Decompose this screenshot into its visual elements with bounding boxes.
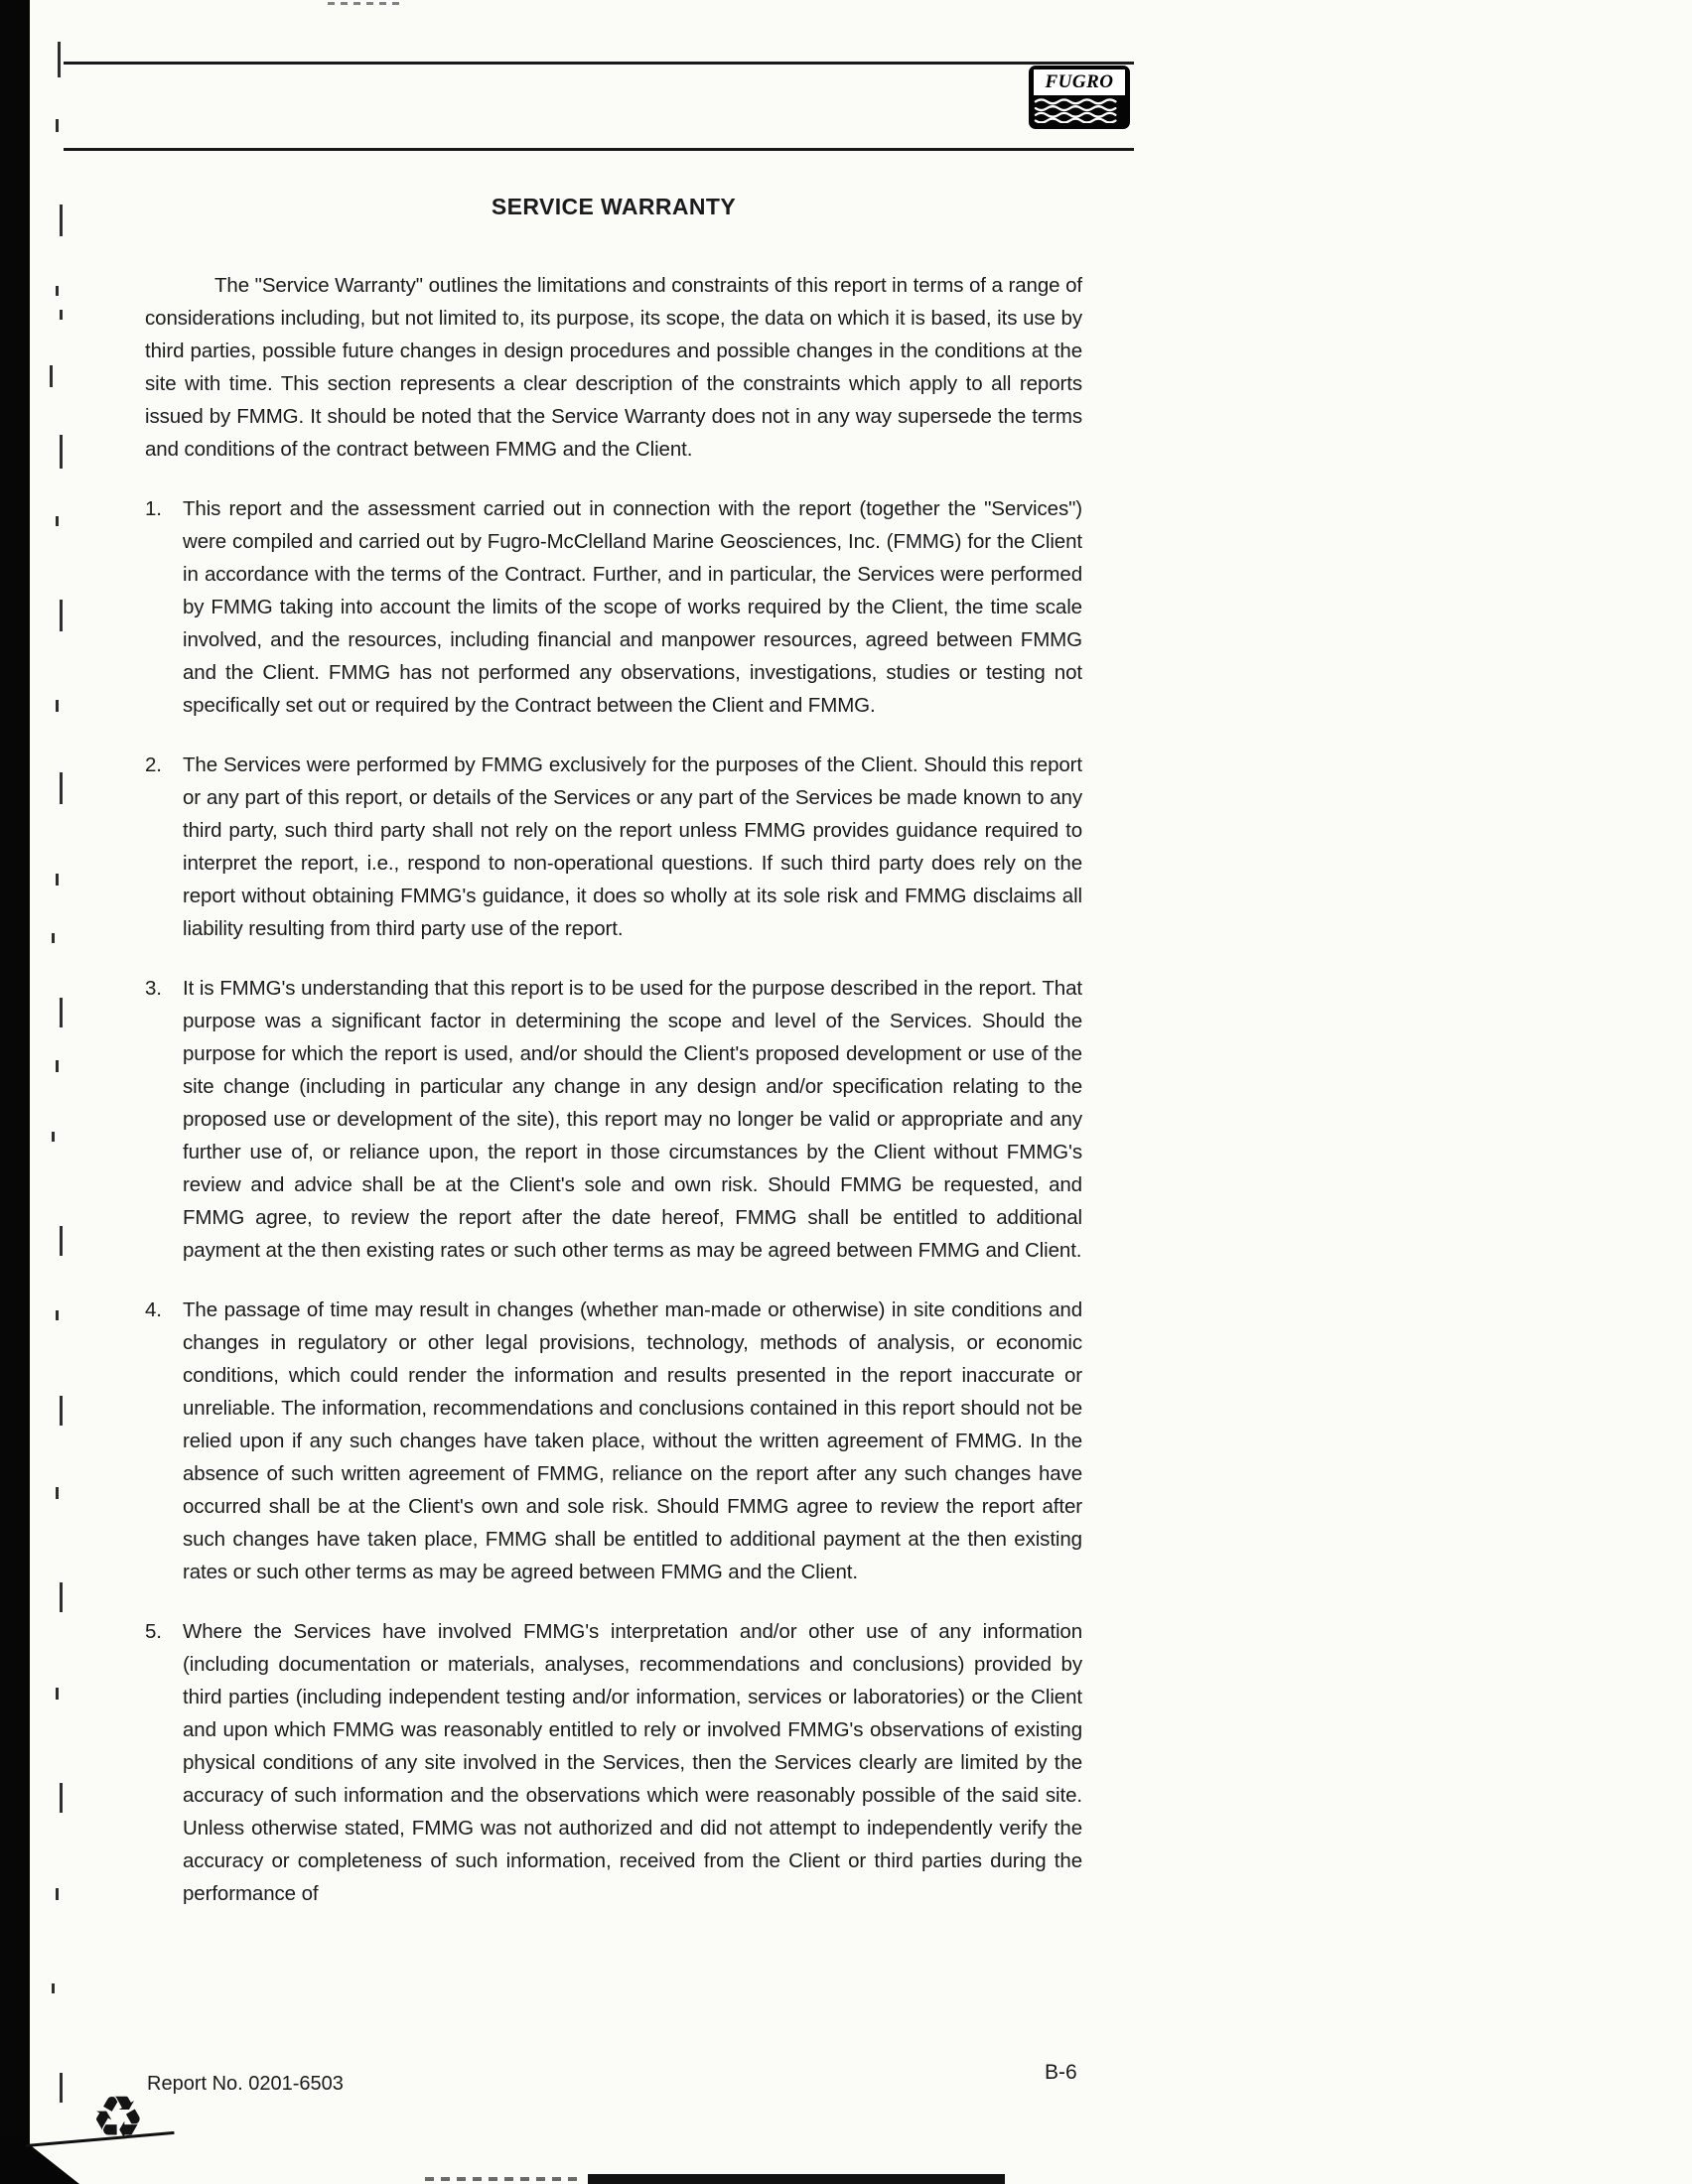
item-number: 5. — [145, 1620, 162, 1643]
item-text: Where the Services have involved FMMG's interpretation and/or other use of any information (including documentation or materials, analyses, recommendations and conclusions) provided by third parties (including independent testing and/or information, services or laboratories) or the Client and upon which FMMG was reasonably entitled to rely or involved FMMG's observations of existing physical conditions of any site involved in the Services, then the Services clearly are limited by the accuracy of such information and the observations which were reasonably possible of the said site. Unless otherwise stated, FMMG was not authorized and did not attempt to independently verify the accuracy or completeness of such information, received from the Client or third parties during the performance of — [183, 1620, 1082, 1905]
warranty-list — [145, 492, 1082, 1910]
margin-mark — [60, 998, 63, 1027]
margin-mark — [56, 1310, 59, 1320]
recycle-icon: ♻ — [91, 2084, 145, 2153]
margin-mark — [56, 700, 59, 712]
margin-mark — [60, 2073, 63, 2103]
document-content — [145, 191, 1082, 1937]
item-text: It is FMMG's understanding that this report is to be used for the purpose described in the report. That purpose was a significant factor in determining the scope and level of the Services. Should the purpose for which the report is used, and/or should the Client's proposed development or use of the site change (including in particular any change in any design and/or specification relating to the proposed use or development of the site), this report may no longer be valid or appropriate and any further use of, or reliance upon, the report in those circumstances by the Client without FMMG's review and advice shall be at the Client's sole and own risk. Should FMMG be requested, and FMMG agree, to review the report after the date hereof, FMMG shall be entitled to additional payment at the then existing rates or such other terms as may be agreed between FMMG and Client. — [183, 977, 1082, 1262]
fugro-wordmark: FUGRO — [1034, 69, 1125, 95]
item-text: The passage of time may result in changes (whether man-made or otherwise) in site conditions and changes in regulatory or other legal provisions, technology, methods of analysis, or economic conditions, which could render the information and results presented in the report inaccurate or unreliable. The information, recommendations and conclusions contained in this report should not be relied upon if any such changes have taken place, without the written agreement of FMMG. In the absence of such written agreement of FMMG, reliance on the report after any such changes have occurred shall be at the Client's own and sole risk. Should FMMG agree to review the report after such changes have taken place, FMMG shall be entitled to additional payment at the then existing rates or such other terms as may be agreed between FMMG and the Client. — [183, 1298, 1082, 1583]
margin-mark — [50, 365, 53, 387]
margin-mark — [56, 516, 59, 526]
list-item — [145, 1294, 1082, 1588]
list-item — [145, 749, 1082, 945]
margin-mark — [60, 1226, 63, 1256]
fugro-logo — [1029, 66, 1130, 129]
margin-mark — [60, 310, 63, 320]
margin-mark — [56, 286, 59, 296]
page-number: B-6 — [1045, 2061, 1077, 2084]
margin-mark — [60, 1783, 63, 1813]
margin-mark — [56, 874, 59, 886]
item-number: 4. — [145, 1298, 162, 1321]
margin-mark — [60, 772, 63, 804]
scan-artifact — [588, 2174, 1005, 2184]
margin-mark — [60, 1582, 63, 1612]
intro-paragraph: The "Service Warranty" outlines the limitations and constraints of this report in terms of a range of considerations including, but not limited to, its purpose, its scope, the data on which it is based, its use by third parties, possible future changes in design procedures and possible changes in the conditions at the site with time. This section represents a clear description of the constraints which apply to all reports issued by FMMG. It should be noted that the Service Warranty does not in any way supersede the terms and conditions of the contract between FMMG and the Client. — [145, 274, 1082, 461]
item-text: The Services were performed by FMMG exclusively for the purposes of the Client. Should this report or any part of this report, or details of the Services or any part of the Services be made known to any third party, such third party shall not rely on the report unless FMMG provides guidance required to interpret the report, i.e., respond to non-operational questions. If such third party does rely on the report without obtaining FMMG's guidance, it does so wholly at its sole risk and FMMG disclaims all liability resulting from third party use of the report. — [183, 753, 1082, 940]
margin-mark — [60, 435, 63, 469]
margin-mark — [52, 933, 55, 943]
margin-mark — [56, 119, 59, 132]
list-item — [145, 1615, 1082, 1910]
margin-mark — [58, 42, 61, 77]
margin-mark — [56, 1688, 59, 1700]
item-number: 1. — [145, 497, 162, 520]
margin-mark — [60, 205, 63, 236]
margin-mark — [60, 600, 63, 631]
margin-mark — [52, 1983, 55, 1993]
page-title: SERVICE WARRANTY — [491, 194, 737, 219]
waves-icon — [1034, 97, 1125, 123]
scan-artifact — [425, 2177, 579, 2181]
margin-mark — [56, 1060, 59, 1072]
item-number: 2. — [145, 753, 162, 776]
margin-mark — [60, 1396, 63, 1426]
list-item — [145, 492, 1082, 722]
header-rule-bottom — [64, 148, 1134, 151]
item-text: This report and the assessment carried out in connection with the report (together the "Services") were compiled and carried out by Fugro-McClelland Marine Geosciences, Inc. (FMMG) for the Client in accordance with the terms of the Contract. Further, and in particular, the Services were performed by FMMG taking into account the limits of the scope of works required by the Client, the time scale involved, and the resources, including financial and manpower resources, agreed between FMMG and the Client. FMMG has not performed any observations, investigations, studies or testing not specifically set out or required by the Contract between the Client and FMMG. — [183, 497, 1082, 717]
margin-mark — [56, 1888, 59, 1900]
scan-edge-strip — [0, 0, 30, 2184]
margin-mark — [52, 1132, 55, 1142]
margin-mark — [56, 1487, 59, 1499]
item-number: 3. — [145, 977, 162, 1000]
header-rule-top — [64, 62, 1134, 65]
list-item — [145, 972, 1082, 1267]
scan-artifact — [328, 2, 399, 5]
report-number: Report No. 0201-6503 — [147, 2073, 344, 2095]
